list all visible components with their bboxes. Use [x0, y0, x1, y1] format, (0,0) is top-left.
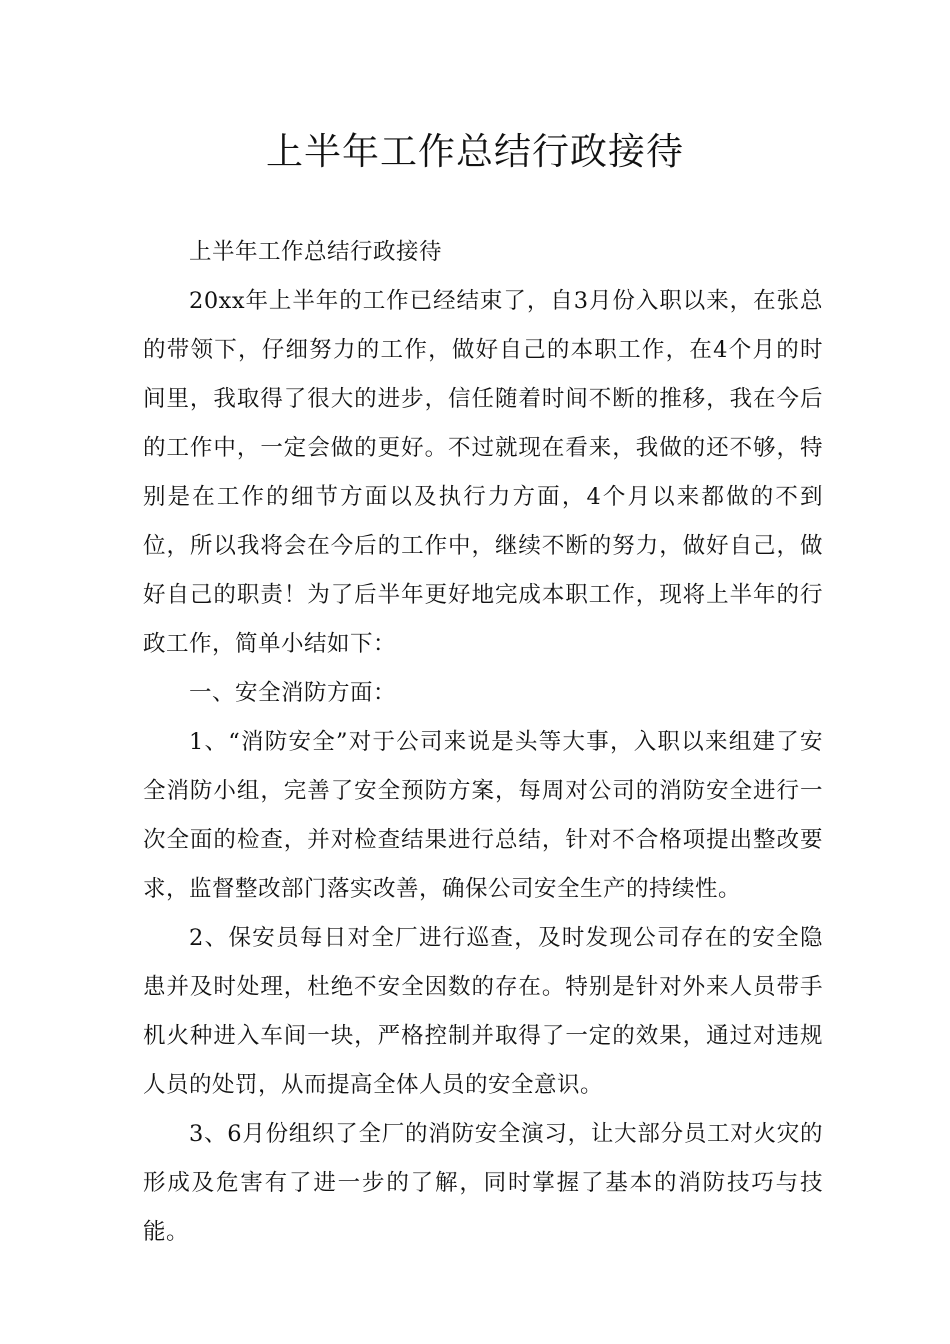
paragraph-item-2: 2、保安员每日对全厂进行巡查，及时发现公司存在的安全隐患并及时处理，杜绝不安全因数的存在。特别是针对外来人员带手机火种进入车间一块，严格控制并取得了一定的效果，通过对违规人员的处罚，从而提高全体人员的安全意识。: [143, 925, 823, 1098]
paragraph-item-3: 3、6月份组织了全厂的消防安全演习，让大部分员工对火灾的形成及危害有了进一步的了解，同时掌握了基本的消防技巧与技能。: [143, 1121, 823, 1245]
intro-paragraph: 20xx年上半年的工作已经结束了，自3月份入职以来，在张总的带领下，仔细努力的工作，做好自己的本职工作，在4个月的时间里，我取得了很大的进步，信任随着时间不断的推移，我在今后的工作中，一定会做的更好。不过就现在看来，我做的还不够，特别是在工作的细节方面以及执行力方面，4个月以来都做的不到位，所以我将会在今后的工作中，继续不断的努力，做好自己，做好自己的职责！为了后半年更好地完成本职工作，现将上半年的行政工作，简单小结如下：: [143, 288, 823, 657]
document-body: [143, 228, 823, 1257]
document-title: 上半年工作总结行政接待: [266, 130, 684, 173]
paragraph-item-1: 1、“消防安全”对于公司来说是头等大事，入职以来组建了安全消防小组，完善了安全预防方案，每周对公司的消防安全进行一次全面的检查，并对检查结果进行总结，针对不合格项提出整改要求，监督整改部门落实改善，确保公司安全生产的持续性。: [143, 729, 823, 902]
section-heading-fire-safety: 一、安全消防方面：: [189, 680, 397, 706]
subtitle-paragraph: 上半年工作总结行政接待: [189, 239, 443, 265]
